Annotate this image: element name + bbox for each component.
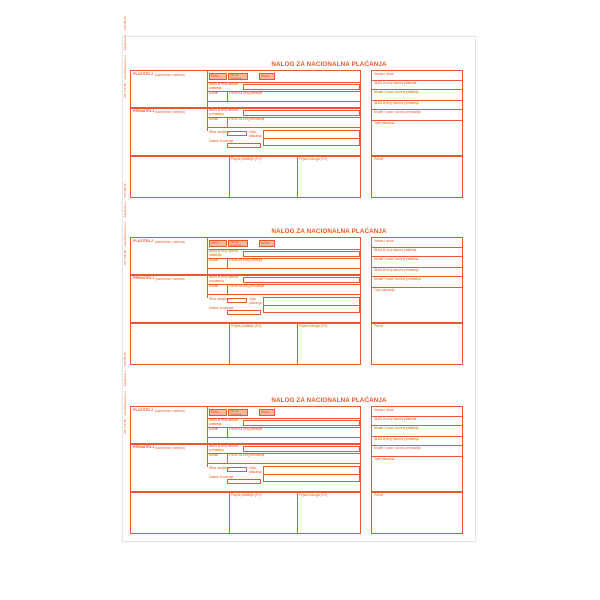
slip-title: NALOG ZA NACIONALNA PLAĆANJA <box>271 228 387 235</box>
execution-date-label: Datum izvršenja <box>209 139 234 143</box>
iban-payer-input[interactable] <box>243 420 360 426</box>
tab-amount-label: Iznos <box>261 74 270 78</box>
print-address: Zagreb Ilica 1 <box>124 34 127 51</box>
print-code: Obr. NNP-86 <box>124 250 127 265</box>
side-iban-payer-label: IBAN ili broj računa platitelja <box>374 248 417 252</box>
poziv-payee-label: Poziv na broj primatelja <box>229 117 265 121</box>
description-line <box>263 138 360 139</box>
payer-signature-label: Potpis platitelja (FU) <box>231 324 262 328</box>
description-line <box>263 474 360 475</box>
execution-date-label: Datum izvršenja <box>209 475 234 479</box>
print-publisher: Izdavačka kuća d.o.o. <box>124 221 127 247</box>
model-payee-label: Model <box>209 284 219 288</box>
side-ref-payer-label: Model i poziv na broj platitelja <box>374 426 419 430</box>
description-label: Opis plaćanja <box>249 130 262 138</box>
cell-divider <box>227 453 228 463</box>
side-ref-payee-label: Model i poziv na broj primatelja <box>374 446 421 450</box>
payment-slip-3 <box>123 352 475 526</box>
payment-slip-2 <box>123 183 475 357</box>
receipt-signature-label: Prijam naloga (FU) <box>299 493 328 497</box>
print-code: Obr. NNP-86 <box>124 419 127 434</box>
model-payee-label: Model <box>209 453 219 457</box>
side-description-label: Opis plaćanja <box>374 288 395 292</box>
side-currency-label: Valuta i iznos <box>374 408 394 412</box>
purpose-code-label: Šifra namjene <box>209 130 230 134</box>
execution-date-input[interactable] <box>227 143 261 148</box>
section-divider <box>131 443 361 445</box>
poziv-payer-label: Poziv na broj platitelja <box>229 91 262 95</box>
row-divider <box>207 268 361 269</box>
row-divider <box>207 294 361 295</box>
iban-payee-label: IBAN ili broj računa primatelja <box>209 444 239 452</box>
print-address: Zagreb Ilica 1 <box>124 370 127 387</box>
side-currency-label: Valuta i iznos <box>374 72 394 76</box>
purpose-code-input[interactable] <box>227 467 247 472</box>
poziv-payer-label: Poziv na broj platitelja <box>229 427 262 431</box>
description-label: Opis plaćanja <box>249 297 262 305</box>
purpose-code-input[interactable] <box>227 131 247 136</box>
tab-currency[interactable] <box>228 409 248 416</box>
row-divider <box>207 463 361 464</box>
side-stamp-label: Pečat <box>374 157 383 161</box>
execution-date-input[interactable] <box>227 310 261 315</box>
tab-currency[interactable] <box>228 73 248 80</box>
side-divider <box>372 322 462 324</box>
side-description-label: Opis plaćanja <box>374 121 395 125</box>
tab-amount-label: Iznos <box>261 410 270 414</box>
row-divider <box>207 127 361 128</box>
iban-payee-label: IBAN ili broj računa primatelja <box>209 275 239 283</box>
side-ref-payee-label: Model i poziv na broj primatelja <box>374 277 421 281</box>
payer-name-hint: (naziv/ime i adresa) <box>155 72 185 77</box>
print-serial: NNP-086-18 <box>124 352 127 367</box>
cell-divider <box>227 117 228 127</box>
iban-payee-label: IBAN ili broj računa primatelja <box>209 108 239 116</box>
model-payer-label: Model <box>209 91 219 95</box>
receipt-signature-label: Prijam naloga (FU) <box>299 324 328 328</box>
tab-currency-label: Valuta plaćanja <box>230 73 242 80</box>
tab-amount-label: Iznos <box>261 241 270 245</box>
payee-name-hint: (naziv/ime i adresa) <box>155 109 185 114</box>
tab-currency-label: Valuta plaćanja <box>230 240 242 247</box>
payer-name-hint: (naziv/ime i adresa) <box>155 408 185 413</box>
purpose-code-label: Šifra namjene <box>209 297 230 301</box>
receipt-section <box>371 237 463 365</box>
print-publisher: Izdavačka kuća d.o.o. <box>124 54 127 80</box>
iban-payee-input[interactable] <box>243 446 360 452</box>
section-divider <box>131 274 361 276</box>
main-form-section <box>130 237 361 365</box>
row-divider <box>207 101 361 102</box>
side-divider <box>372 155 462 157</box>
section-divider <box>131 107 361 109</box>
payer-signature-label: Potpis platitelja (FU) <box>231 493 262 497</box>
vertical-print-info: Obr. NNP-86 · Izdavačka kuća d.o.o. · Zagreb Ilica 1 · NNP-086-18 <box>124 16 127 98</box>
signature-divider <box>297 492 298 533</box>
signature-divider <box>229 156 230 197</box>
payer-signature-label: Potpis platitelja (FU) <box>231 157 262 161</box>
slip-title: NALOG ZA NACIONALNA PLAĆANJA <box>271 397 387 404</box>
print-code: Obr. NNP-86 <box>124 83 127 98</box>
purpose-code-input[interactable] <box>227 298 247 303</box>
side-iban-payee-label: IBAN ili broj računa primatelja <box>374 101 419 105</box>
execution-date-label: Datum izvršenja <box>209 306 234 310</box>
tab-urgent-label: Hitno <box>211 241 219 245</box>
model-payee-label: Model <box>209 117 219 121</box>
payee-heading: PRIMATELJ <box>133 109 155 113</box>
iban-payee-input[interactable] <box>243 277 360 283</box>
side-description-label: Opis plaćanja <box>374 457 395 461</box>
main-form-section <box>130 406 361 534</box>
tab-amount[interactable] <box>259 73 275 80</box>
receipt-section <box>371 406 463 534</box>
iban-payer-label: IBAN ili broj računa platitelja <box>209 82 239 90</box>
tab-amount[interactable] <box>259 240 275 247</box>
print-serial: NNP-086-18 <box>124 16 127 31</box>
print-serial: NNP-086-18 <box>124 183 127 198</box>
side-iban-payee-label: IBAN ili broj računa primatelja <box>374 268 419 272</box>
payer-name-field[interactable] <box>132 246 207 274</box>
execution-date-input[interactable] <box>227 479 261 484</box>
payee-heading: PRIMATELJ <box>133 445 155 449</box>
description-line <box>263 305 360 306</box>
receipt-signature-label: Prijam naloga (FU) <box>299 157 328 161</box>
payer-heading: PLATITELJ <box>133 239 153 243</box>
poziv-payer-label: Poziv na broj platitelja <box>229 258 262 262</box>
poziv-payee-label: Poziv na broj primatelja <box>229 453 265 457</box>
cell-divider <box>227 284 228 294</box>
side-currency-label: Valuta i iznos <box>374 239 394 243</box>
tab-urgent-label: Hitno <box>211 410 219 414</box>
payee-name-hint: (naziv/ime i adresa) <box>155 276 185 281</box>
side-divider <box>372 491 462 493</box>
row-divider <box>207 437 361 438</box>
payer-heading: PLATITELJ <box>133 72 153 76</box>
payer-name-hint: (naziv/ime i adresa) <box>155 239 185 244</box>
side-ref-payer-label: Model i poziv na broj platitelja <box>374 257 419 261</box>
side-ref-payer-label: Model i poziv na broj platitelja <box>374 90 419 94</box>
signature-divider <box>297 156 298 197</box>
print-address: Zagreb Ilica 1 <box>124 201 127 218</box>
description-label: Opis plaćanja <box>249 466 262 474</box>
tab-currency-label: Valuta plaćanja <box>230 409 242 416</box>
payee-name-hint: (naziv/ime i adresa) <box>155 445 185 450</box>
iban-payer-input[interactable] <box>243 251 360 257</box>
side-iban-payee-label: IBAN ili broj računa primatelja <box>374 437 419 441</box>
tab-currency[interactable] <box>228 240 248 247</box>
payer-name-field[interactable] <box>132 79 207 107</box>
model-payer-label: Model <box>209 427 219 431</box>
payment-slip-1 <box>123 16 475 190</box>
purpose-code-label: Šifra namjene <box>209 466 230 470</box>
iban-payer-input[interactable] <box>243 84 360 90</box>
receipt-section <box>371 70 463 198</box>
vertical-print-info: Obr. NNP-86 · Izdavačka kuća d.o.o. · Zagreb Ilica 1 · NNP-086-18 <box>124 183 127 265</box>
signature-divider <box>229 492 230 533</box>
side-stamp-label: Pečat <box>374 493 383 497</box>
cell-divider <box>227 258 228 268</box>
iban-payee-input[interactable] <box>243 110 360 116</box>
side-ref-payee-label: Model i poziv na broj primatelja <box>374 110 421 114</box>
print-publisher: Izdavačka kuća d.o.o. <box>124 390 127 416</box>
signature-divider <box>229 323 230 364</box>
iban-payer-label: IBAN ili broj računa platitelja <box>209 418 239 426</box>
cell-divider <box>227 427 228 437</box>
payer-heading: PLATITELJ <box>133 408 153 412</box>
tab-urgent[interactable] <box>209 409 227 416</box>
signature-divider <box>297 323 298 364</box>
poziv-payee-label: Poziv na broj primatelja <box>229 284 265 288</box>
side-iban-payer-label: IBAN ili broj računa platitelja <box>374 81 417 85</box>
side-iban-payer-label: IBAN ili broj računa platitelja <box>374 417 417 421</box>
iban-payer-label: IBAN ili broj računa platitelja <box>209 249 239 257</box>
form-sheet <box>122 16 476 542</box>
main-form-section <box>130 70 361 198</box>
tab-urgent-label: Hitno <box>211 74 219 78</box>
tab-urgent[interactable] <box>209 240 227 247</box>
slip-title: NALOG ZA NACIONALNA PLAĆANJA <box>271 61 387 68</box>
vertical-print-info: Obr. NNP-86 · Izdavačka kuća d.o.o. · Zagreb Ilica 1 · NNP-086-18 <box>124 352 127 434</box>
tab-urgent[interactable] <box>209 73 227 80</box>
cell-divider <box>227 91 228 101</box>
model-payer-label: Model <box>209 258 219 262</box>
payer-name-field[interactable] <box>132 415 207 443</box>
tab-amount[interactable] <box>259 409 275 416</box>
side-stamp-label: Pečat <box>374 324 383 328</box>
payee-heading: PRIMATELJ <box>133 276 155 280</box>
